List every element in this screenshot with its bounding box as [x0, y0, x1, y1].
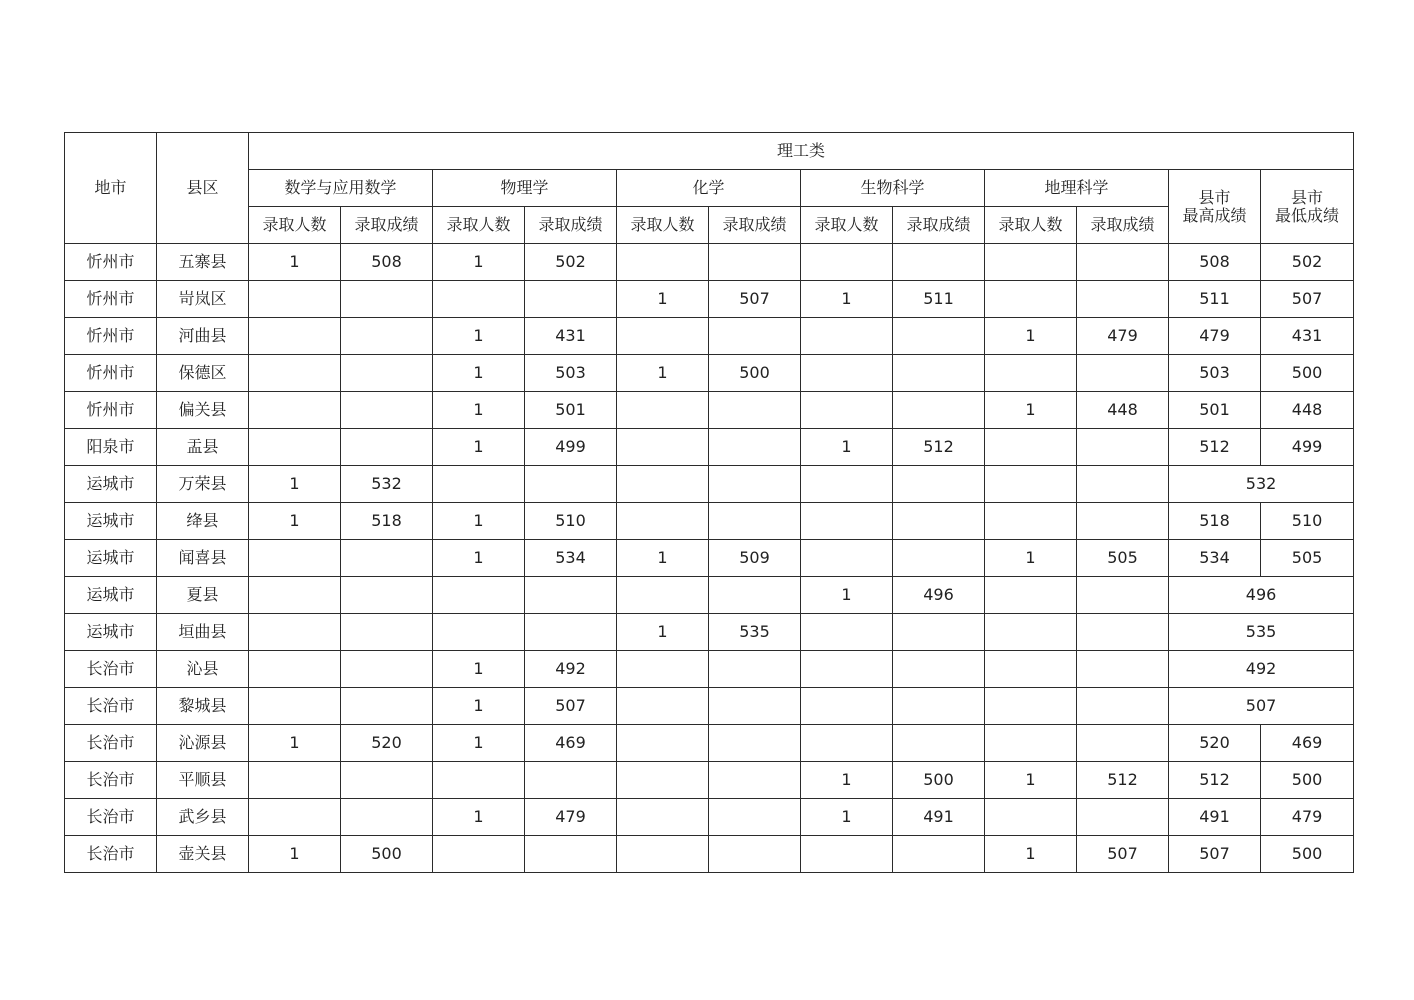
header-subject-biology: 生物科学 [801, 170, 985, 207]
cell-biology-score [893, 318, 985, 355]
cell-math-score [341, 540, 433, 577]
cell-math-score: 518 [341, 503, 433, 540]
cell-county-min: 431 [1261, 318, 1354, 355]
cell-chemistry-score [709, 244, 801, 281]
cell-biology-count [801, 651, 893, 688]
cell-county-max: 511 [1169, 281, 1261, 318]
cell-county-min: 510 [1261, 503, 1354, 540]
header-row-group [65, 133, 1354, 170]
cell-biology-count [801, 318, 893, 355]
cell-city: 长治市 [65, 799, 157, 836]
cell-math-count [249, 540, 341, 577]
cell-math-count [249, 688, 341, 725]
cell-chemistry-count [617, 651, 709, 688]
cell-physics-count [433, 281, 525, 318]
cell-math-count: 1 [249, 244, 341, 281]
cell-chemistry-count [617, 244, 709, 281]
cell-city: 运城市 [65, 577, 157, 614]
cell-math-count: 1 [249, 503, 341, 540]
cell-geography-score [1077, 651, 1169, 688]
cell-biology-score [893, 688, 985, 725]
header-admit-score: 录取成绩 [341, 207, 433, 244]
cell-county-max: 518 [1169, 503, 1261, 540]
cell-county: 偏关县 [157, 392, 249, 429]
cell-math-score: 532 [341, 466, 433, 503]
cell-biology-count: 1 [801, 281, 893, 318]
cell-city: 长治市 [65, 836, 157, 873]
header-admit-score: 录取成绩 [1077, 207, 1169, 244]
cell-biology-count [801, 355, 893, 392]
cell-biology-score [893, 244, 985, 281]
cell-chemistry-score [709, 466, 801, 503]
cell-chemistry-count [617, 429, 709, 466]
cell-chemistry-score: 507 [709, 281, 801, 318]
cell-chemistry-count: 1 [617, 355, 709, 392]
cell-biology-score [893, 355, 985, 392]
cell-county-max: 520 [1169, 725, 1261, 762]
cell-math-count [249, 429, 341, 466]
table-row [65, 540, 1354, 577]
cell-county-score-merged: 535 [1169, 614, 1354, 651]
header-city: 地市 [65, 133, 157, 244]
cell-physics-score [525, 614, 617, 651]
cell-math-score [341, 392, 433, 429]
cell-physics-score: 510 [525, 503, 617, 540]
header-county: 县区 [157, 133, 249, 244]
cell-city: 忻州市 [65, 355, 157, 392]
cell-county-min: 448 [1261, 392, 1354, 429]
cell-county-max: 479 [1169, 318, 1261, 355]
cell-chemistry-score: 535 [709, 614, 801, 651]
header-subject-physics: 物理学 [433, 170, 617, 207]
cell-geography-count: 1 [985, 540, 1077, 577]
cell-geography-count [985, 614, 1077, 651]
cell-biology-score [893, 392, 985, 429]
cell-geography-score [1077, 799, 1169, 836]
header-admit-count: 录取人数 [433, 207, 525, 244]
cell-county: 盂县 [157, 429, 249, 466]
cell-math-count [249, 281, 341, 318]
header-row-subjects [65, 170, 1354, 207]
cell-geography-score: 505 [1077, 540, 1169, 577]
cell-math-count [249, 762, 341, 799]
cell-geography-score: 512 [1077, 762, 1169, 799]
cell-chemistry-score [709, 651, 801, 688]
cell-biology-count [801, 836, 893, 873]
cell-county-max: 512 [1169, 762, 1261, 799]
table-row [65, 466, 1354, 503]
cell-biology-score: 512 [893, 429, 985, 466]
cell-geography-count [985, 281, 1077, 318]
cell-biology-score [893, 503, 985, 540]
cell-math-score [341, 355, 433, 392]
cell-county-max: 507 [1169, 836, 1261, 873]
cell-geography-count [985, 799, 1077, 836]
cell-city: 长治市 [65, 725, 157, 762]
table-row [65, 355, 1354, 392]
cell-biology-count [801, 688, 893, 725]
cell-county-max: 508 [1169, 244, 1261, 281]
cell-physics-count: 1 [433, 355, 525, 392]
cell-physics-count: 1 [433, 392, 525, 429]
cell-city: 长治市 [65, 651, 157, 688]
cell-physics-score: 431 [525, 318, 617, 355]
header-row-columns [65, 207, 1354, 244]
table-row [65, 614, 1354, 651]
cell-city: 长治市 [65, 762, 157, 799]
header-subject-math: 数学与应用数学 [249, 170, 433, 207]
cell-physics-score [525, 762, 617, 799]
cell-county: 五寨县 [157, 244, 249, 281]
cell-biology-score [893, 651, 985, 688]
cell-physics-count: 1 [433, 540, 525, 577]
header-admit-count: 录取人数 [249, 207, 341, 244]
cell-physics-score: 507 [525, 688, 617, 725]
cell-geography-score [1077, 503, 1169, 540]
cell-math-count [249, 355, 341, 392]
cell-county: 平顺县 [157, 762, 249, 799]
cell-chemistry-score [709, 577, 801, 614]
cell-biology-score [893, 614, 985, 651]
cell-county-min: 469 [1261, 725, 1354, 762]
cell-math-count [249, 577, 341, 614]
cell-city: 运城市 [65, 466, 157, 503]
admission-score-table [64, 132, 1354, 873]
cell-geography-score [1077, 577, 1169, 614]
cell-chemistry-count [617, 799, 709, 836]
cell-biology-count [801, 466, 893, 503]
cell-geography-score [1077, 429, 1169, 466]
cell-city: 运城市 [65, 614, 157, 651]
cell-county-score-merged: 496 [1169, 577, 1354, 614]
cell-city: 运城市 [65, 503, 157, 540]
cell-math-count [249, 799, 341, 836]
cell-county-min: 507 [1261, 281, 1354, 318]
cell-biology-count: 1 [801, 799, 893, 836]
cell-physics-count: 1 [433, 651, 525, 688]
cell-county: 绛县 [157, 503, 249, 540]
cell-physics-score: 479 [525, 799, 617, 836]
cell-math-count [249, 614, 341, 651]
cell-county-score-merged: 532 [1169, 466, 1354, 503]
cell-biology-score [893, 540, 985, 577]
cell-biology-score: 491 [893, 799, 985, 836]
cell-geography-count: 1 [985, 318, 1077, 355]
cell-math-count: 1 [249, 725, 341, 762]
cell-county-max: 491 [1169, 799, 1261, 836]
cell-math-score [341, 651, 433, 688]
cell-chemistry-count [617, 577, 709, 614]
cell-county-max: 534 [1169, 540, 1261, 577]
cell-chemistry-score [709, 725, 801, 762]
cell-geography-score [1077, 725, 1169, 762]
cell-physics-score [525, 466, 617, 503]
cell-geography-count [985, 503, 1077, 540]
cell-geography-count [985, 577, 1077, 614]
cell-county-min: 505 [1261, 540, 1354, 577]
cell-math-score: 508 [341, 244, 433, 281]
cell-county: 武乡县 [157, 799, 249, 836]
cell-county-min: 499 [1261, 429, 1354, 466]
cell-chemistry-count: 1 [617, 540, 709, 577]
cell-chemistry-score [709, 503, 801, 540]
cell-geography-count [985, 688, 1077, 725]
cell-geography-score [1077, 355, 1169, 392]
cell-math-score [341, 799, 433, 836]
table-row [65, 281, 1354, 318]
header-county-min-score: 县市 最低成绩 [1261, 170, 1354, 244]
cell-city: 忻州市 [65, 281, 157, 318]
cell-geography-score [1077, 466, 1169, 503]
cell-chemistry-score [709, 836, 801, 873]
table-row [65, 503, 1354, 540]
cell-county-min: 479 [1261, 799, 1354, 836]
cell-chemistry-count [617, 392, 709, 429]
cell-chemistry-score [709, 429, 801, 466]
cell-city: 忻州市 [65, 392, 157, 429]
cell-chemistry-score [709, 799, 801, 836]
cell-math-score [341, 577, 433, 614]
cell-geography-count [985, 244, 1077, 281]
cell-math-count: 1 [249, 466, 341, 503]
cell-county: 岢岚区 [157, 281, 249, 318]
header-county-max-score: 县市 最高成绩 [1169, 170, 1261, 244]
table-row [65, 799, 1354, 836]
cell-geography-score: 507 [1077, 836, 1169, 873]
cell-chemistry-count [617, 318, 709, 355]
cell-county-min: 502 [1261, 244, 1354, 281]
cell-physics-score: 492 [525, 651, 617, 688]
cell-physics-count: 1 [433, 503, 525, 540]
header-subject-geography: 地理科学 [985, 170, 1169, 207]
cell-biology-count: 1 [801, 762, 893, 799]
cell-physics-score: 499 [525, 429, 617, 466]
cell-physics-count [433, 836, 525, 873]
cell-math-score: 520 [341, 725, 433, 762]
cell-physics-count: 1 [433, 799, 525, 836]
cell-county-score-merged: 507 [1169, 688, 1354, 725]
cell-biology-score: 496 [893, 577, 985, 614]
cell-county: 壶关县 [157, 836, 249, 873]
cell-geography-count [985, 651, 1077, 688]
cell-county: 沁源县 [157, 725, 249, 762]
cell-biology-count [801, 503, 893, 540]
cell-physics-count: 1 [433, 244, 525, 281]
table-row [65, 651, 1354, 688]
cell-city: 忻州市 [65, 318, 157, 355]
header-admit-score: 录取成绩 [893, 207, 985, 244]
cell-physics-count: 1 [433, 318, 525, 355]
cell-biology-count: 1 [801, 429, 893, 466]
cell-geography-count [985, 466, 1077, 503]
cell-chemistry-score [709, 392, 801, 429]
cell-math-score [341, 688, 433, 725]
cell-chemistry-count [617, 762, 709, 799]
cell-geography-count [985, 725, 1077, 762]
cell-physics-score: 501 [525, 392, 617, 429]
cell-county: 万荣县 [157, 466, 249, 503]
cell-geography-score [1077, 688, 1169, 725]
cell-biology-count [801, 614, 893, 651]
header-admit-count: 录取人数 [985, 207, 1077, 244]
cell-physics-score: 534 [525, 540, 617, 577]
header-admit-score: 录取成绩 [525, 207, 617, 244]
table-row [65, 244, 1354, 281]
cell-city: 运城市 [65, 540, 157, 577]
cell-physics-score [525, 281, 617, 318]
cell-city: 忻州市 [65, 244, 157, 281]
cell-city: 阳泉市 [65, 429, 157, 466]
cell-math-score [341, 614, 433, 651]
cell-geography-count: 1 [985, 836, 1077, 873]
cell-county-min: 500 [1261, 355, 1354, 392]
header-category: 理工类 [249, 133, 1354, 170]
cell-geography-count [985, 429, 1077, 466]
cell-chemistry-count: 1 [617, 614, 709, 651]
header-subject-chemistry: 化学 [617, 170, 801, 207]
cell-geography-score [1077, 281, 1169, 318]
cell-chemistry-count [617, 503, 709, 540]
cell-math-score [341, 762, 433, 799]
cell-biology-score [893, 466, 985, 503]
cell-county: 保德区 [157, 355, 249, 392]
table-row [65, 429, 1354, 466]
cell-geography-count [985, 355, 1077, 392]
cell-math-score [341, 318, 433, 355]
table-row [65, 577, 1354, 614]
cell-chemistry-score: 509 [709, 540, 801, 577]
header-admit-score: 录取成绩 [709, 207, 801, 244]
cell-county-min: 500 [1261, 762, 1354, 799]
cell-math-count: 1 [249, 836, 341, 873]
cell-geography-count: 1 [985, 762, 1077, 799]
cell-chemistry-count [617, 466, 709, 503]
cell-chemistry-count [617, 688, 709, 725]
cell-county-min: 500 [1261, 836, 1354, 873]
cell-math-count [249, 651, 341, 688]
cell-county: 垣曲县 [157, 614, 249, 651]
cell-math-score [341, 429, 433, 466]
cell-chemistry-score [709, 762, 801, 799]
cell-biology-count: 1 [801, 577, 893, 614]
header-admit-count: 录取人数 [801, 207, 893, 244]
cell-physics-score: 502 [525, 244, 617, 281]
cell-chemistry-count [617, 836, 709, 873]
cell-physics-count [433, 466, 525, 503]
cell-physics-count [433, 614, 525, 651]
cell-county: 闻喜县 [157, 540, 249, 577]
cell-physics-count: 1 [433, 725, 525, 762]
cell-physics-count: 1 [433, 429, 525, 466]
cell-geography-score: 479 [1077, 318, 1169, 355]
cell-biology-count [801, 392, 893, 429]
cell-county: 沁县 [157, 651, 249, 688]
cell-math-score [341, 281, 433, 318]
cell-math-count [249, 392, 341, 429]
cell-biology-score: 500 [893, 762, 985, 799]
cell-physics-count: 1 [433, 688, 525, 725]
cell-biology-count [801, 540, 893, 577]
cell-physics-count [433, 762, 525, 799]
cell-physics-score [525, 836, 617, 873]
cell-city: 长治市 [65, 688, 157, 725]
cell-county-max: 503 [1169, 355, 1261, 392]
cell-county-score-merged: 492 [1169, 651, 1354, 688]
cell-physics-count [433, 577, 525, 614]
cell-county: 河曲县 [157, 318, 249, 355]
cell-geography-score [1077, 614, 1169, 651]
cell-chemistry-score [709, 688, 801, 725]
cell-chemistry-score: 500 [709, 355, 801, 392]
table-row [65, 318, 1354, 355]
table-row [65, 725, 1354, 762]
cell-math-count [249, 318, 341, 355]
table-row [65, 762, 1354, 799]
cell-biology-score: 511 [893, 281, 985, 318]
cell-geography-score: 448 [1077, 392, 1169, 429]
cell-county: 夏县 [157, 577, 249, 614]
header-admit-count: 录取人数 [617, 207, 709, 244]
cell-chemistry-count: 1 [617, 281, 709, 318]
cell-physics-score: 469 [525, 725, 617, 762]
cell-chemistry-score [709, 318, 801, 355]
cell-physics-score [525, 577, 617, 614]
cell-physics-score: 503 [525, 355, 617, 392]
cell-county-max: 512 [1169, 429, 1261, 466]
cell-math-score: 500 [341, 836, 433, 873]
cell-county: 黎城县 [157, 688, 249, 725]
cell-geography-score [1077, 244, 1169, 281]
table-row [65, 688, 1354, 725]
cell-biology-score [893, 836, 985, 873]
cell-geography-count: 1 [985, 392, 1077, 429]
cell-biology-count [801, 244, 893, 281]
table-row [65, 392, 1354, 429]
cell-biology-count [801, 725, 893, 762]
cell-biology-score [893, 725, 985, 762]
table-row [65, 836, 1354, 873]
cell-county-max: 501 [1169, 392, 1261, 429]
cell-chemistry-count [617, 725, 709, 762]
